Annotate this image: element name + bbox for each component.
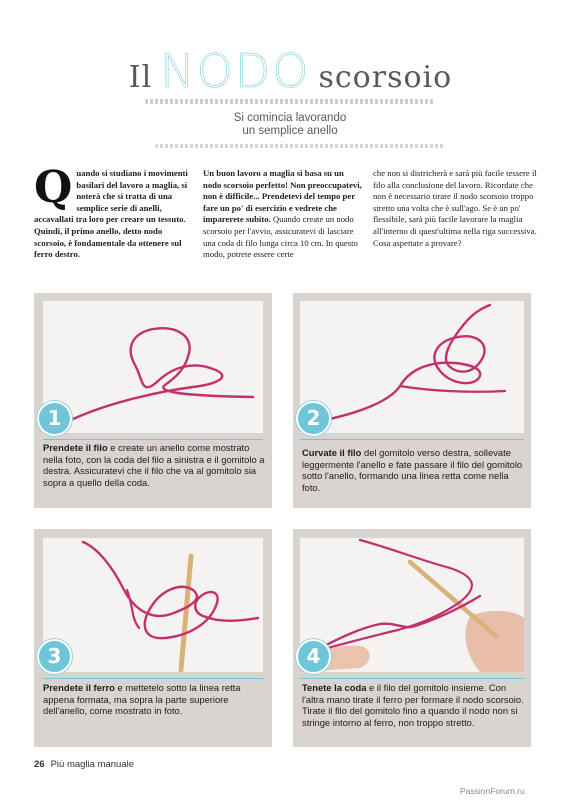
step-caption-4-text: e il filo del gomitolo insieme. Con l'altra mano tirate il ferro per formare il nodo scorsoio. Tirate il filo del gomitolo fino a quando il nodo non si stringe intorno al ferro, non troppo stretto. — [302, 682, 524, 728]
hands-knot-illustration — [300, 538, 524, 672]
subtitle — [190, 112, 390, 138]
step-number-badge-4: 4 — [296, 639, 331, 674]
step-caption-1 — [43, 442, 265, 488]
step-photo-1 — [43, 301, 263, 433]
step-caption-3-lead: Prendete il ferro — [43, 682, 115, 693]
step-divider-2 — [300, 439, 524, 440]
title-divider — [145, 99, 435, 104]
step-caption-4 — [302, 682, 524, 728]
step-photo-4 — [300, 538, 524, 672]
title-part-nodo: NODO — [160, 44, 311, 98]
intro-column-2-text: Quando create un nodo scorsoio per l'avvio, assicuratevi di lasciare una coda di filo lunga circa 10 cm. In questo modo, potrete essere certe — [203, 214, 358, 260]
subtitle-line-2: un semplice anello — [242, 125, 338, 137]
step-caption-1-lead: Prendete il filo — [43, 442, 108, 453]
subtitle-line-1: Si comincia lavorando — [233, 112, 347, 124]
step-number-badge-3: 3 — [37, 639, 72, 674]
yarn-loop-illustration — [300, 301, 524, 433]
subtitle-divider — [155, 144, 445, 148]
step-caption-3 — [43, 682, 265, 717]
intro-column-2-bold: Un buon lavoro a maglia si basa su un nodo scorsoio perfetto! Non preoccupatevi, non è difficile... Prendetevi del tempo per fare un po' di esercizio e vedrete che imparerete subito. — [203, 168, 362, 225]
step-caption-3-text: e mettetelo sotto la linea retta appena formata, ma sopra la parte superiore dell'anello, come mostrato in foto. — [43, 682, 241, 717]
magazine-name: Più maglia manuale — [50, 759, 135, 770]
drop-cap: Q — [34, 162, 73, 213]
page-number: 26 — [34, 759, 45, 770]
step-divider-1 — [43, 439, 263, 440]
intro-column-1-text: uando si studiano i movimenti basilari del lavoro a maglia, si noterà che si tratta di una semplice serie di anelli, accavallati tra loro per creare un tessuto. Quindi, il primo anello, detto nodo scorsoio, è fondamentale da ottenere sul ferro destro. — [34, 168, 188, 260]
page-title — [0, 44, 581, 98]
step-number-badge-2: 2 — [296, 401, 331, 436]
step-caption-2 — [302, 447, 524, 493]
intro-column-1 — [34, 162, 192, 261]
title-part-il: Il — [128, 60, 153, 95]
step-divider-3 — [43, 678, 263, 679]
step-caption-2-text: del gomitolo verso destra, sollevate leggermente l'anello e fate passare il filo del gomitolo sotto l'anello, formando una linea retta come nella foto. — [302, 447, 523, 493]
page-footer — [34, 759, 134, 770]
yarn-needle-illustration — [43, 538, 263, 672]
step-caption-1-text: e create un anello come mostrato nella foto, con la coda del filo a sinistra e il gomitolo a destra. Assicuratevi che il filo che va al gomitolo sia sopra a quello della coda. — [43, 442, 265, 488]
step-divider-4 — [300, 678, 524, 679]
title-part-scorsoio: scorsoio — [318, 60, 453, 95]
step-number-badge-1: 1 — [37, 401, 72, 436]
intro-column-2 — [203, 168, 363, 261]
yarn-loop-illustration — [43, 301, 263, 433]
step-photo-2 — [300, 301, 524, 433]
intro-column-3: che non si districherà e sarà più facile tessere il filo alla conclusione del lavoro. Ricordate che non è necessario tirare il nodo scorsoio troppo stretto una volta che è sull'ago. Se è un po' flessibile, sarà più facile lavorare la maglia all'interno di quest'ultima nella riga successiva. Cosa aspettate a provare? — [373, 168, 537, 248]
step-caption-2-lead: Curvate il filo — [302, 447, 362, 458]
step-photo-3 — [43, 538, 263, 672]
watermark: PassionForum.ru — [460, 786, 525, 796]
step-caption-4-lead: Tenete la coda — [302, 682, 367, 693]
